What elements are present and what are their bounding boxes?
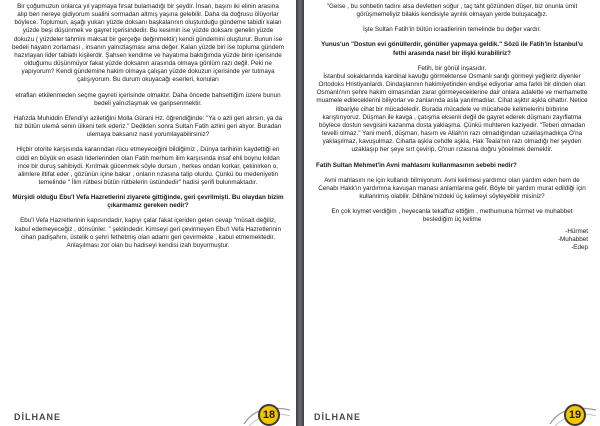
word-muhabbet: -Muhabbet [557, 236, 588, 244]
dilhane-logo: DİLHANE [314, 412, 361, 422]
left-paragraph-2: etrafları etkilenmeden seçme gayreti içerisinde olmaktır. Daha öncede bahsettiğim üzere bunun bedeli yalnızlaşmak ve garipsenmektir. [15, 91, 281, 107]
right-intro: "Gelse , bu sohbetin tadını alsa devletten soğur , taç taht gözünden düşer, biz onunla ümit görüşmemeliyiz bilakis kendisiyle ayrılık olmayan yerde buluşacağız. [326, 3, 578, 19]
right-question-2: Fatih Sultan Mehmet'in Avni mahlasını kullanmasının sebebi nedir? [316, 161, 517, 169]
right-page-text [316, 3, 588, 252]
left-page [0, 0, 296, 426]
left-paragraph-1: Bir çoğumuzun onlarca yıl yapmaya fırsat bulamadığı bir şeydir. İnsan, başını iki elinin arasına alıp ben nereye gidiyorum sualini sormadan altmış yaşına gelebilir. Daha da doğrusu ölüyorlar böylece. Toplumun, aşağı yukarı yüzde doksanı başkalarının oluşturduğu gündeme tabidir kalan yüzde beşi düşünmek ve gayret içerisindedir. Bu kesimin ise yüzde doksanı genelin yüzde dokuzu ( yüzdeler tahmini maksat bir gerçeğe değinmektir) kendi gündemini oluşturur. Bunun ise bedeli hayatın zorlaması , insanın yalnızlaşması ama değer. Kalan yüzde biri ise topluma gündem hazırlayan lider tabiatlı kişilerdir. Şahsen kendime ve hayatıma baktığımda yüzde birin içerisinde olduğumu düşünmüyor fakat yüzde doksanın arasında olmaya gönlüm razı değil. Peki ne yapıyorum? Kendi gündemine hakim olmaya çalışan yüzde dokuzun içerisinde yer tutmaya çalışıyorum. Bu durum okuyacağı eserleri, konuları [12, 3, 284, 84]
left-paragraph-4: Hiçbir otorite karşısında kararından rücu etmeyeceğini bildiğimiz , Dünya tarihinin kaydettiği en ciddi en büyük en esaslı liderlerinden olan Fatih merhum ilim karşısında insaf ehli boynu kıldan ince bir duruş sahibiydi. Kırılmak gücenmek söyle dursun , herkes ondan korkar, çekinirken o, alimlere iltifat eder , gözünün içine bakar , onların rızasına talip olurdu. Çünkü bu medeniyetin temelinde " İlim rütbesi bütün rütbelerin üstündedir" hadisi şerifi bulunmaktadır. [16, 146, 280, 186]
right-answer-2: Avni mahlasını ne için kullandı bilmiyorum. Avni kelimesi yardımcı olan yardım eden hem de Cenabı Hakk'ın yardımına kavuşan manası anlamlarına gelir. Böyle bir yardım murat edildiği için kullanılmış olabilir. Dilhâne'nizdeki üç kelimeyi söyleyebilir misiniz? [318, 176, 586, 200]
right-page [304, 0, 600, 426]
right-answer-1: İstanbul sokaklarında kardinal kavuğu görmektense Osmanlı sarığı görmeyi yeğleriz diyenler Ortodoks Hristiyanlardı. Dindaşlarının hakimiyetinden endişe ediyorlar ama farklı bir dinden olan Osmanlı'nın şehre hakim olmasından zarar görmeyeceklerine dair onlara adalette ve merhamette muamele edileceklerini biliyorlar ve zanlarında asla yanılmadılar. Cihat aşktır aşkla cihattır. Netice itibariyle cihat bir mücadeledir. Burada mücadele ve mücahede kelimelerini birbirine karıştırıyoruz. Düşman ile kavga , çatışma eksenli değil de gayret ederek düşmanı zayıflatma böylece dostun sevgisini kazanma dosta yaklaşma. Çünkü muhteren kaziyedir. "Teberi olmadan tevelli olmaz." Yani menfi, düşman, hasım ve Allah'ın razı olmadığından uzaklaşmadıkça O'na yaklaşılmaz, kavuşulmaz. Cihatta aşkla cehdle aşkla, Hak Teala'nın razı olmadığı her şeyden uzaklaşıp her şeye sırt çevirip, O'nun rızasına doğru yönelmek demektir. [316, 72, 588, 154]
book-spine [296, 0, 304, 426]
page-number-badge: 18 [258, 404, 280, 426]
right-answer-1-head: Fetih, bir gönül inşasıdır. [417, 64, 487, 72]
dilhane-logo: DİLHANE [14, 412, 61, 422]
right-question-1: Yunus'un "Dostun evi gönüllerdir, gönüller yapmaya geldik." Sözü ile Fatih'in İstanbul'u fethi arasında nasıl bir ilişki kurabiliriz? [321, 41, 583, 57]
right-answer-3: En çok kıymet verdiğim , heyecanla tekaffuz ettiğim , methumuna hürmet ve muhabbet beslediğim üç kelime [331, 208, 573, 224]
word-edep: -Edep [571, 244, 588, 252]
page-number-badge: 19 [564, 404, 586, 426]
left-question: Mürşidi olduğu Ebu'l Vefa Hazretlerini ziyarete gittiğinde, geri çevrilmişti. Bu olaydan bizim çıkarmamız gereken nedir? [12, 194, 284, 210]
word-hurmet: -Hürmet [565, 227, 588, 235]
left-page-text [12, 3, 284, 254]
left-paragraph-6: Ebu'l Vefa Hazretlerinin kapısındadır, kapıyı çalar fakat içeriden gelen cevap "müsait değiliz, kabul edemeyeceğiz , dönsünler. " şeklindedir. Kimseyi geri çevirmeyen Ebu'l Vefa Hazretlerinin cihan padişahını, üstelik o şehri fethetmiş olan adamı geri çevirmekte , kabul etmemektedir. Anlaşılması zor olan bu hadiseyi kendisi izah buyurmuştur. [15, 217, 281, 249]
left-paragraph-3: Hafızda Muhiddin Efendi'yi aziletiğini Molla Gürani Hz. öğrendiğinde: "Ya o azli geri alırsın, ya da biz bütün ulemâ senin ülkeni terk ederiz." Dedikten sonra Sultan Fatih azlini geri alıyor. Buradan ulemaya baksanız nasıl yorumlayabilirsiniz? [13, 114, 283, 139]
right-line-2: İşte Sultan Fatih'in bütün icraatlerinin temelinde bu değer vardır. [363, 26, 541, 34]
